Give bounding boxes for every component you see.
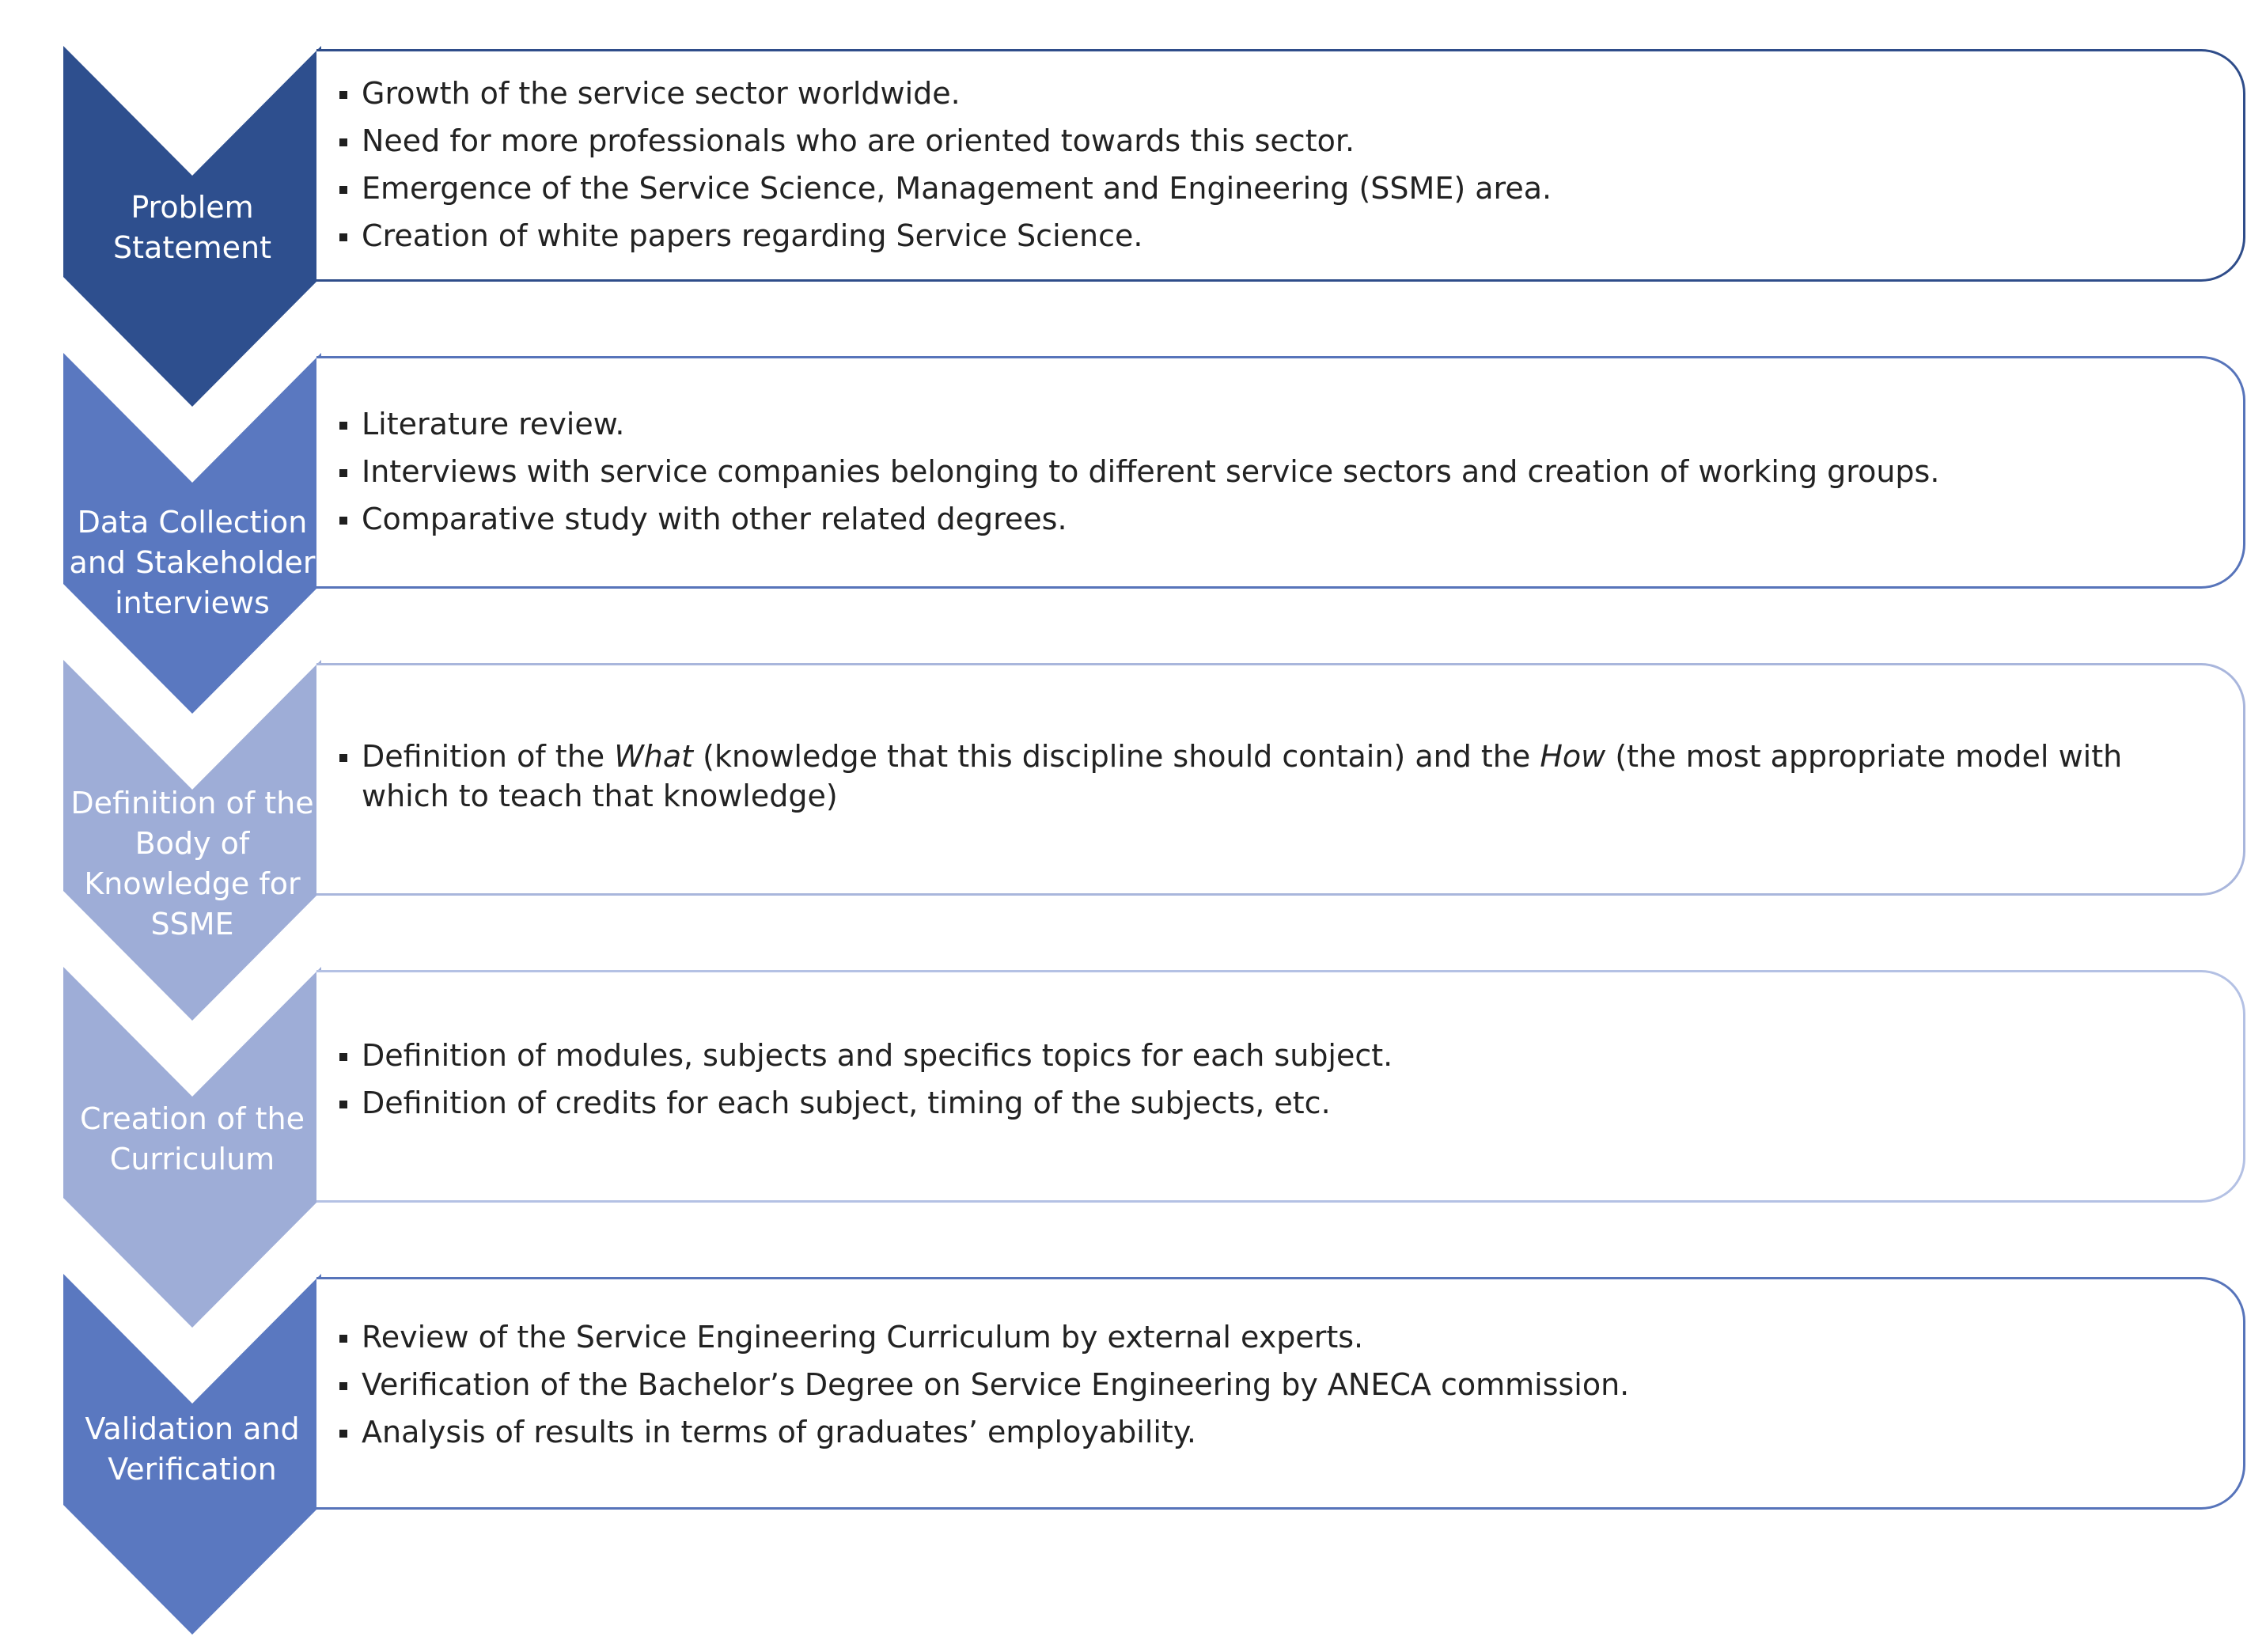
- text-part: (knowledge that this discipline should contain) and the: [693, 739, 1540, 774]
- list-item: Interviews with service companies belonging to different service sectors and creation of working groups.: [337, 452, 2188, 491]
- stage-1-bullet-list: [337, 74, 2188, 263]
- stage-2-bullet-list: [337, 404, 2188, 547]
- list-item: [337, 737, 2188, 816]
- text-part-italic: What: [614, 739, 694, 774]
- list-item: Need for more professionals who are oriented towards this sector.: [337, 121, 2188, 161]
- list-item: Analysis of results in terms of graduates’ employability.: [337, 1412, 2188, 1452]
- stage-4-bullet-list: [337, 1036, 2188, 1131]
- list-item: Literature review.: [337, 404, 2188, 444]
- stage-3-label: Definition of the Body of Knowledge for SSME: [70, 785, 314, 942]
- list-item: Emergence of the Service Science, Management and Engineering (SSME) area.: [337, 169, 2188, 208]
- list-item: Growth of the service sector worldwide.: [337, 74, 2188, 113]
- stage-1-panel: [316, 49, 2245, 282]
- stage-1-label: Problem Statement: [113, 190, 271, 265]
- text-part: Definition of the: [362, 739, 615, 774]
- stage-4-label: Creation of the Curriculum: [80, 1101, 305, 1176]
- list-item: Review of the Service Engineering Curriculum by external experts.: [337, 1317, 2188, 1357]
- stage-2-panel: [316, 356, 2245, 589]
- stage-5-bullet-list: [337, 1317, 2188, 1460]
- stage-3-panel: [316, 663, 2245, 896]
- list-item: Creation of white papers regarding Service Science.: [337, 216, 2188, 256]
- stage-3-bullet-list: [337, 737, 2188, 824]
- stage-5-label: Validation and Verification: [85, 1411, 300, 1487]
- stage-4-panel: [316, 970, 2245, 1203]
- stage-2-label: Data Collection and Stakeholder interviews: [69, 504, 316, 620]
- text-part: (the most appropriate model with which to teach that knowledge): [362, 739, 2123, 813]
- stage-5-chevron: [63, 1274, 321, 1635]
- list-item: Definition of modules, subjects and specifics topics for each subject.: [337, 1036, 2188, 1075]
- list-item: Comparative study with other related degrees.: [337, 499, 2188, 539]
- stage-5-panel: [316, 1277, 2245, 1510]
- list-item: Verification of the Bachelor’s Degree on Service Engineering by ANECA commission.: [337, 1365, 2188, 1404]
- list-item: Definition of credits for each subject, timing of the subjects, etc.: [337, 1083, 2188, 1123]
- text-part-italic: How: [1540, 739, 1606, 774]
